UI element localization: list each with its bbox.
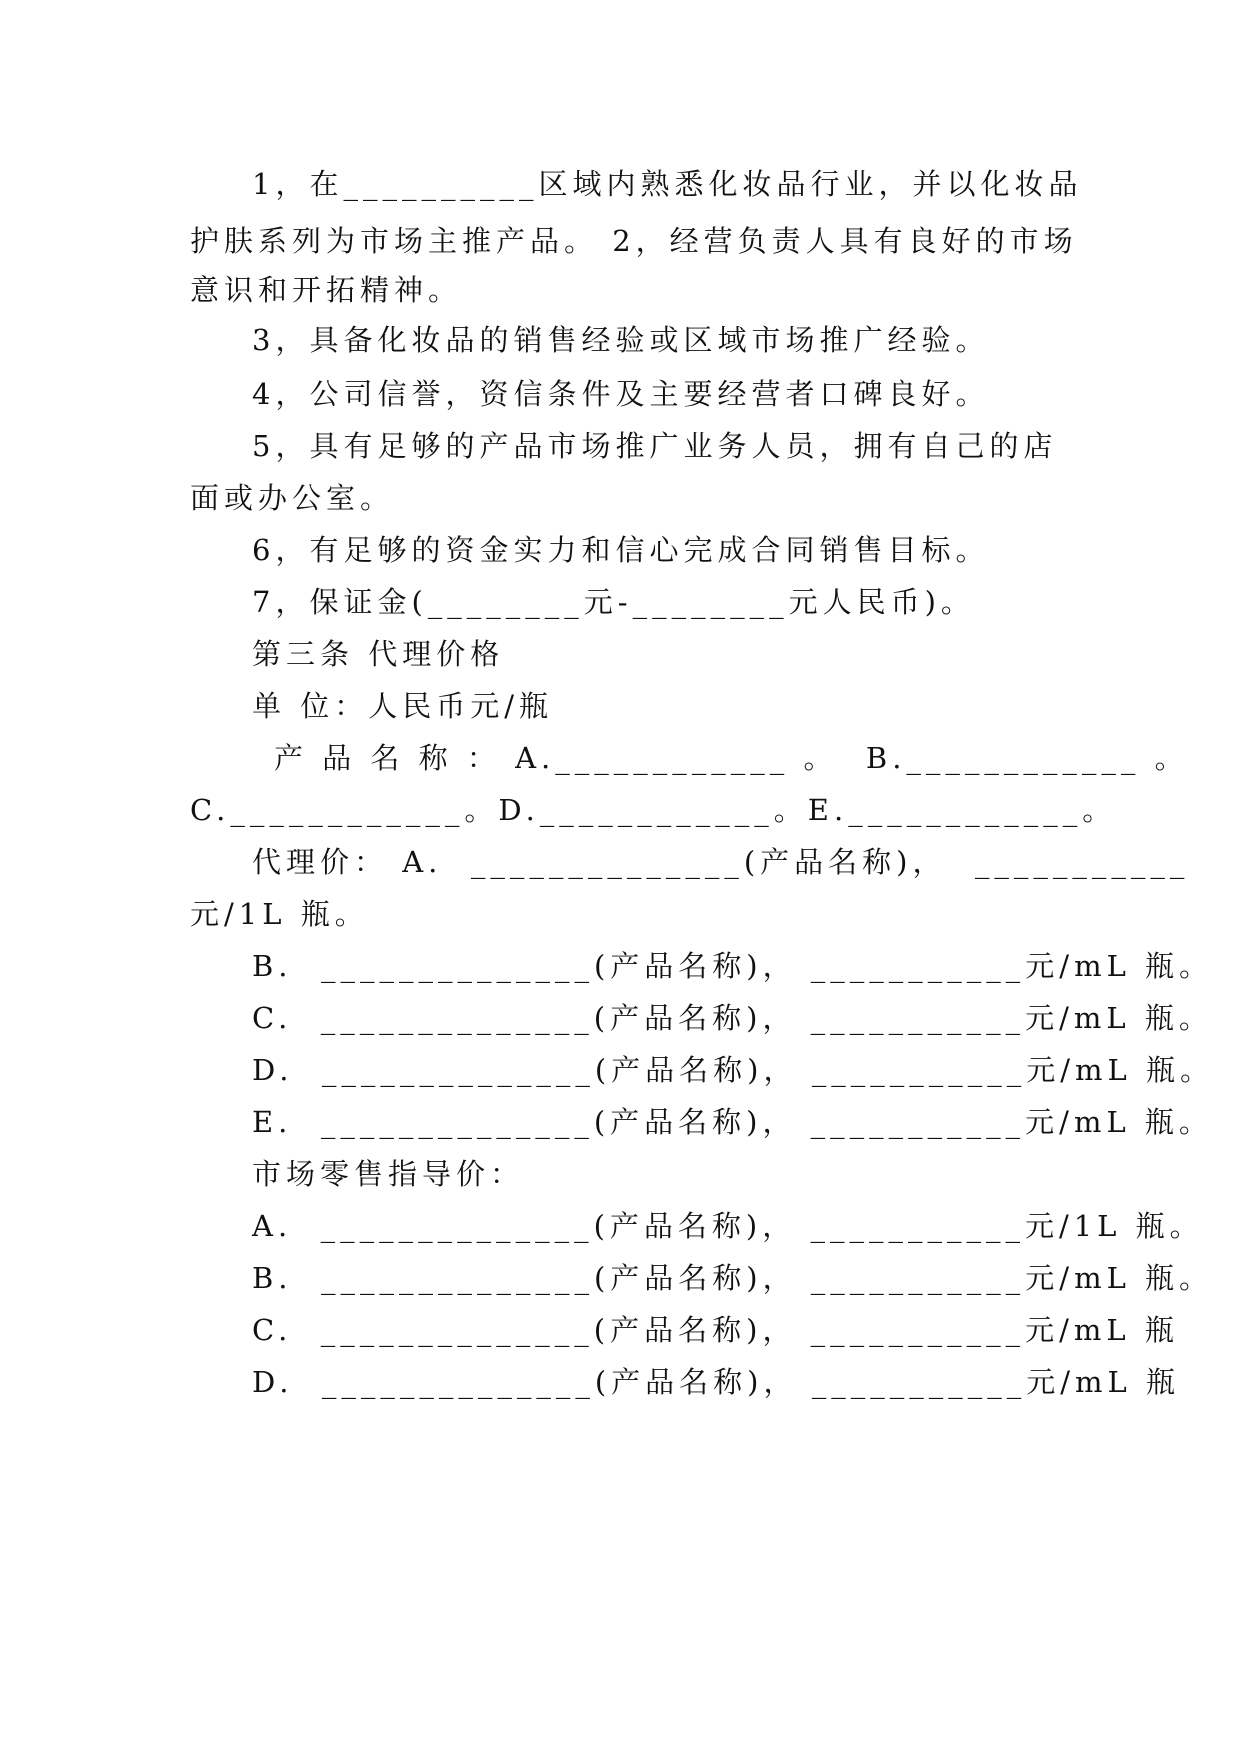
text-line: 7，保证金(________元-________元人民币)。 [252, 585, 975, 619]
text-line: 1，在__________区域内熟悉化妆品行业，并以化妆品 [252, 167, 1083, 201]
text-line: 5，具有足够的产品市场推广业务人员，拥有自己的店 [252, 429, 1058, 463]
text-line: C. ______________(产品名称)， ___________元/mL 瓶。 [252, 1001, 1213, 1035]
text-line: D. ______________(产品名称)， ___________元/mL 瓶 [252, 1365, 1180, 1399]
text-line: 单 位：人民币元/瓶 [252, 689, 553, 723]
section-heading: 第三条 代理价格 [252, 637, 505, 671]
text-line: C.____________。D.____________。E.____________。 [190, 793, 1117, 827]
text-line: 3，具备化妆品的销售经验或区域市场推广经验。 [252, 323, 990, 357]
text-line: 面或办公室。 [190, 481, 395, 515]
text-line: 元/1L 瓶。 [190, 897, 369, 931]
text-line: 代理价： A. ______________(产品名称)， ___________ [252, 845, 1190, 879]
text-line: C. ______________(产品名称)， ___________元/mL 瓶 [252, 1313, 1179, 1347]
text-line: 4，公司信誉，资信条件及主要经营者口碑良好。 [252, 377, 990, 411]
text-line: 6，有足够的资金实力和信心完成合同销售目标。 [252, 533, 990, 567]
text-line: D. ______________(产品名称)， ___________元/mL 瓶。 [252, 1053, 1214, 1087]
text-line: 意识和开拓精神。 [190, 273, 463, 307]
text-line: 护肤系列为市场主推产品。 2，经营负责人具有良好的市场 [190, 224, 1078, 258]
text-line: 产 品 名 称 ： A.____________ 。 B.____________ 。 [274, 741, 1189, 775]
text-line: E. ______________(产品名称)， ___________元/mL 瓶。 [252, 1105, 1213, 1139]
text-line: A. ______________(产品名称)， ___________元/1L 瓶。 [252, 1209, 1204, 1243]
text-line: 市场零售指导价： [252, 1157, 525, 1191]
text-line: B. ______________(产品名称)， ___________元/mL 瓶。 [252, 949, 1214, 983]
text-line: B. ______________(产品名称)， ___________元/mL 瓶。 [252, 1261, 1214, 1295]
